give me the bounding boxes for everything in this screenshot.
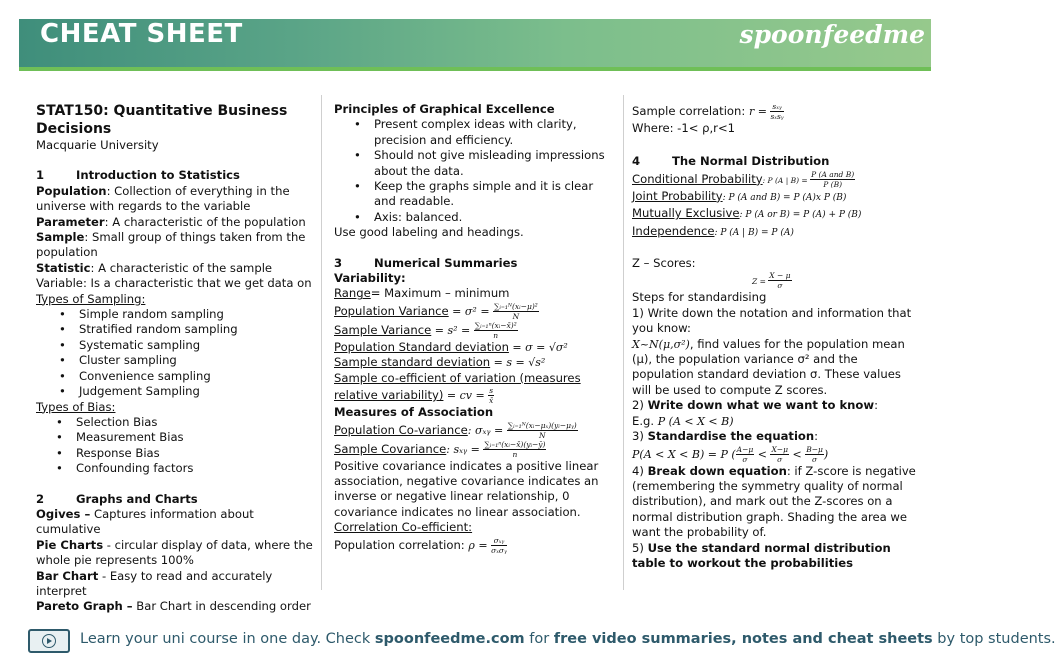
- sampling-heading: Types of Sampling:: [36, 291, 146, 306]
- step-1: 1) Write down the notation and information that you know:: [632, 305, 912, 336]
- fraction: $\frac{s}{x̄}$: [489, 386, 494, 406]
- section-heading-4: 4 The Normal Distribution: [632, 154, 830, 169]
- list-item: • Convenience sampling: [39, 369, 316, 384]
- list-item: • Systematic sampling: [39, 338, 316, 353]
- population-variance: Population Variance = σ² = $\frac{\text{∑ᵢ₌₁ᴺ(xᵢ−μ)²}}{N}$: [334, 301, 538, 321]
- list-item: • Judgement Sampling: [39, 384, 316, 399]
- fraction: $\frac{X - \mu}{\sigma}$: [769, 271, 791, 291]
- step-3-formula: P(A < X < B) = P ( $\frac{A-\mu}{\sigma}$ < $\frac{X-\mu}{\sigma}$ < $\frac{B-\mu}{\sigma}$ ): [632, 444, 829, 464]
- association-heading: Measures of Association: [334, 405, 494, 420]
- list-item: • Selection Bias: [36, 415, 316, 430]
- fraction: $\frac{\text{∑ᵢ₌₁ᴺ(xᵢ−μₓ)(yᵢ−μᵧ)}}{N}$: [507, 420, 577, 440]
- sample-correlation: Sample correlation: r = $\frac{\text{sₓᵧ}}{\text{sₓsᵧ}}$: [632, 102, 784, 121]
- z-formula: Z = $\frac{X - \mu}{\sigma}$: [752, 271, 791, 291]
- principles-list: [334, 117, 618, 225]
- step-1-detail: X~N(μ,σ²), find values for the population mean (μ), the population variance σ² and the population standard deviation σ. These values will be used to compute Z scores.: [632, 336, 905, 397]
- brand-logo[interactable]: spoonfeedme: [739, 20, 925, 49]
- ogives-def: Ogives – Captures information about cumulative: [36, 506, 254, 537]
- video-icon: [28, 629, 70, 653]
- parameter-def: Parameter: A characteristic of the population: [36, 214, 306, 229]
- principles-heading: Principles of Graphical Excellence: [334, 102, 555, 116]
- column-divider: [623, 95, 624, 590]
- step-3: 3) Standardise the equation:: [632, 429, 819, 444]
- fraction: $\frac{\text{sₓᵧ}}{\text{sₓsᵧ}}$: [770, 102, 784, 121]
- list-item: • Present complex ideas with clarity, precision and efficiency.: [334, 117, 618, 148]
- sample-covariance: Sample Covariance: sₓᵧ = $\frac{\text{∑ᵢ₌₁ⁿ(xᵢ−x̄)(yᵢ−ȳ)}}{n}$: [334, 439, 546, 459]
- bias-list: [36, 415, 316, 477]
- list-item: • Axis: balanced.: [334, 210, 618, 225]
- column-divider: [321, 95, 322, 590]
- page-title: CHEAT SHEET: [40, 19, 243, 49]
- play-icon: [42, 634, 56, 648]
- population-covariance: Population Co-variance: σₓᵧ = $\frac{\text{∑ᵢ₌₁ᴺ(xᵢ−μₓ)(yᵢ−μᵧ)}}{N}$: [334, 420, 577, 440]
- fraction: $\frac{\text{∑ᵢ₌₁ᴺ(xᵢ−μ)²}}{N}$: [494, 301, 538, 321]
- statistic-def: Statistic: A characteristic of the sample: [36, 260, 273, 275]
- zscores-heading: Z – Scores:: [632, 256, 696, 271]
- fraction: $\frac{X-\mu}{\sigma}$: [771, 444, 788, 464]
- fraction: $\frac{\text{∑ᵢ₌₁ⁿ(xᵢ−x̄)(yᵢ−ȳ)}}{n}$: [484, 439, 546, 459]
- column-2: [334, 102, 618, 555]
- steps-heading: Steps for standardising: [632, 290, 767, 305]
- fraction: $\frac{\text{σₓᵧ}}{\text{σₓσᵧ}}$: [491, 535, 507, 555]
- list-item: • Simple random sampling: [39, 307, 316, 322]
- sample-sd: Sample standard deviation = s = √s²: [334, 355, 546, 370]
- list-item: • Should not give misleading impressions about the data.: [334, 148, 618, 179]
- variable-def: Variable: Is a characteristic that we get data on: [36, 276, 312, 291]
- section-heading-2: 2 Graphs and Charts: [36, 491, 198, 506]
- step-2: 2) Write down what we want to know:: [632, 398, 879, 413]
- fraction: $\frac{\text{P (A and B)}}{P (B)}$: [811, 169, 855, 189]
- variability-heading: Variability:: [334, 271, 406, 286]
- population-def: Population: Collection of everything in the universe with regards to the variable: [36, 183, 290, 214]
- sample-variance: Sample Variance = s² = $\frac{\text{∑ᵢ₌₁ⁿ(xᵢ−x̄)²}}{n}$: [334, 320, 517, 340]
- sample-def: Sample: Small group of things taken from the population: [36, 230, 306, 260]
- column-3: [632, 102, 922, 571]
- list-item: • Response Bias: [36, 446, 316, 461]
- header-divider: [19, 67, 931, 71]
- coefficient-of-variation: Sample co-efficient of variation (measures relative variability) = cv = $\frac{s}{x̄}$: [334, 370, 581, 406]
- covariance-explanation: Positive covariance indicates a positive linear association, negative covariance indicates an inverse or negative linear relationship, 0 covariance indicates no linear association.: [334, 458, 599, 519]
- joint-probability: Joint Probability: P (A and B) = P (A)x P (B): [632, 188, 847, 203]
- correlation-range: Where: -1< ρ,r<1: [632, 121, 736, 135]
- correlation-heading: Correlation Co-efficient:: [334, 520, 473, 535]
- list-item: • Cluster sampling: [39, 353, 316, 368]
- pie-def: Pie Charts - circular display of data, where the whole pie represents 100%: [36, 537, 313, 568]
- range-def: Range= Maximum – minimum: [334, 286, 510, 301]
- list-item: • Stratified random sampling: [39, 322, 316, 337]
- mutually-exclusive: Mutually Exclusive: P (A or B) = P (A) + P (B): [632, 206, 862, 221]
- section-heading-3: 3 Numerical Summaries: [334, 255, 518, 270]
- fraction: $\frac{A-\mu}{\sigma}$: [736, 444, 754, 464]
- sampling-list: [36, 307, 316, 399]
- list-item: • Measurement Bias: [36, 430, 316, 445]
- university: Macquarie University: [36, 138, 159, 152]
- column-1: [36, 102, 316, 615]
- population-correlation: Population correlation: ρ = $\frac{\text{σₓᵧ}}{\text{σₓσᵧ}}$: [334, 535, 507, 555]
- footer: [28, 629, 1056, 653]
- section-heading-1: 1 Introduction to Statistics: [36, 168, 240, 183]
- bias-heading: Types of Bias:: [36, 399, 116, 414]
- site-link[interactable]: spoonfeedme.com: [374, 631, 525, 647]
- step-5: 5) Use the standard normal distribution table to workout the probabilities: [632, 540, 891, 570]
- list-item: • Confounding factors: [36, 461, 316, 476]
- independence: Independence: P (A | B) = P (A): [632, 223, 794, 238]
- fraction: $\frac{\text{∑ᵢ₌₁ⁿ(xᵢ−x̄)²}}{n}$: [474, 320, 517, 340]
- footer-text: Learn your uni course in one day. Check spoonfeedme.com for free video summaries, notes and cheat sheets by top students.: [80, 631, 1056, 647]
- step-4: 4) Break down equation: if Z-score is negative (remembering the symmetry quality of normal distribution), and mark out the Z-scores on a normal distribution graph. Shading the area we want the probability of.: [632, 463, 916, 540]
- pareto-def: Pareto Graph – Bar Chart in descending order: [36, 599, 311, 614]
- course-title: STAT150: Quantitative Business Decisions: [36, 103, 288, 137]
- population-sd: Population Standard deviation = σ = √σ²: [334, 339, 568, 354]
- labeling-note: Use good labeling and headings.: [334, 225, 524, 240]
- conditional-probability: Conditional Probability: P (A | B) = $\frac{\text{P (A and B)}}{P (B)}$: [632, 169, 855, 189]
- fraction: $\frac{B-\mu}{\sigma}$: [806, 444, 823, 464]
- list-item: • Keep the graphs simple and it is clear and readable.: [334, 179, 618, 210]
- step-2-example: E.g. P (A < X < B): [632, 413, 734, 428]
- bar-def: Bar Chart - Easy to read and accurately interpret: [36, 568, 273, 598]
